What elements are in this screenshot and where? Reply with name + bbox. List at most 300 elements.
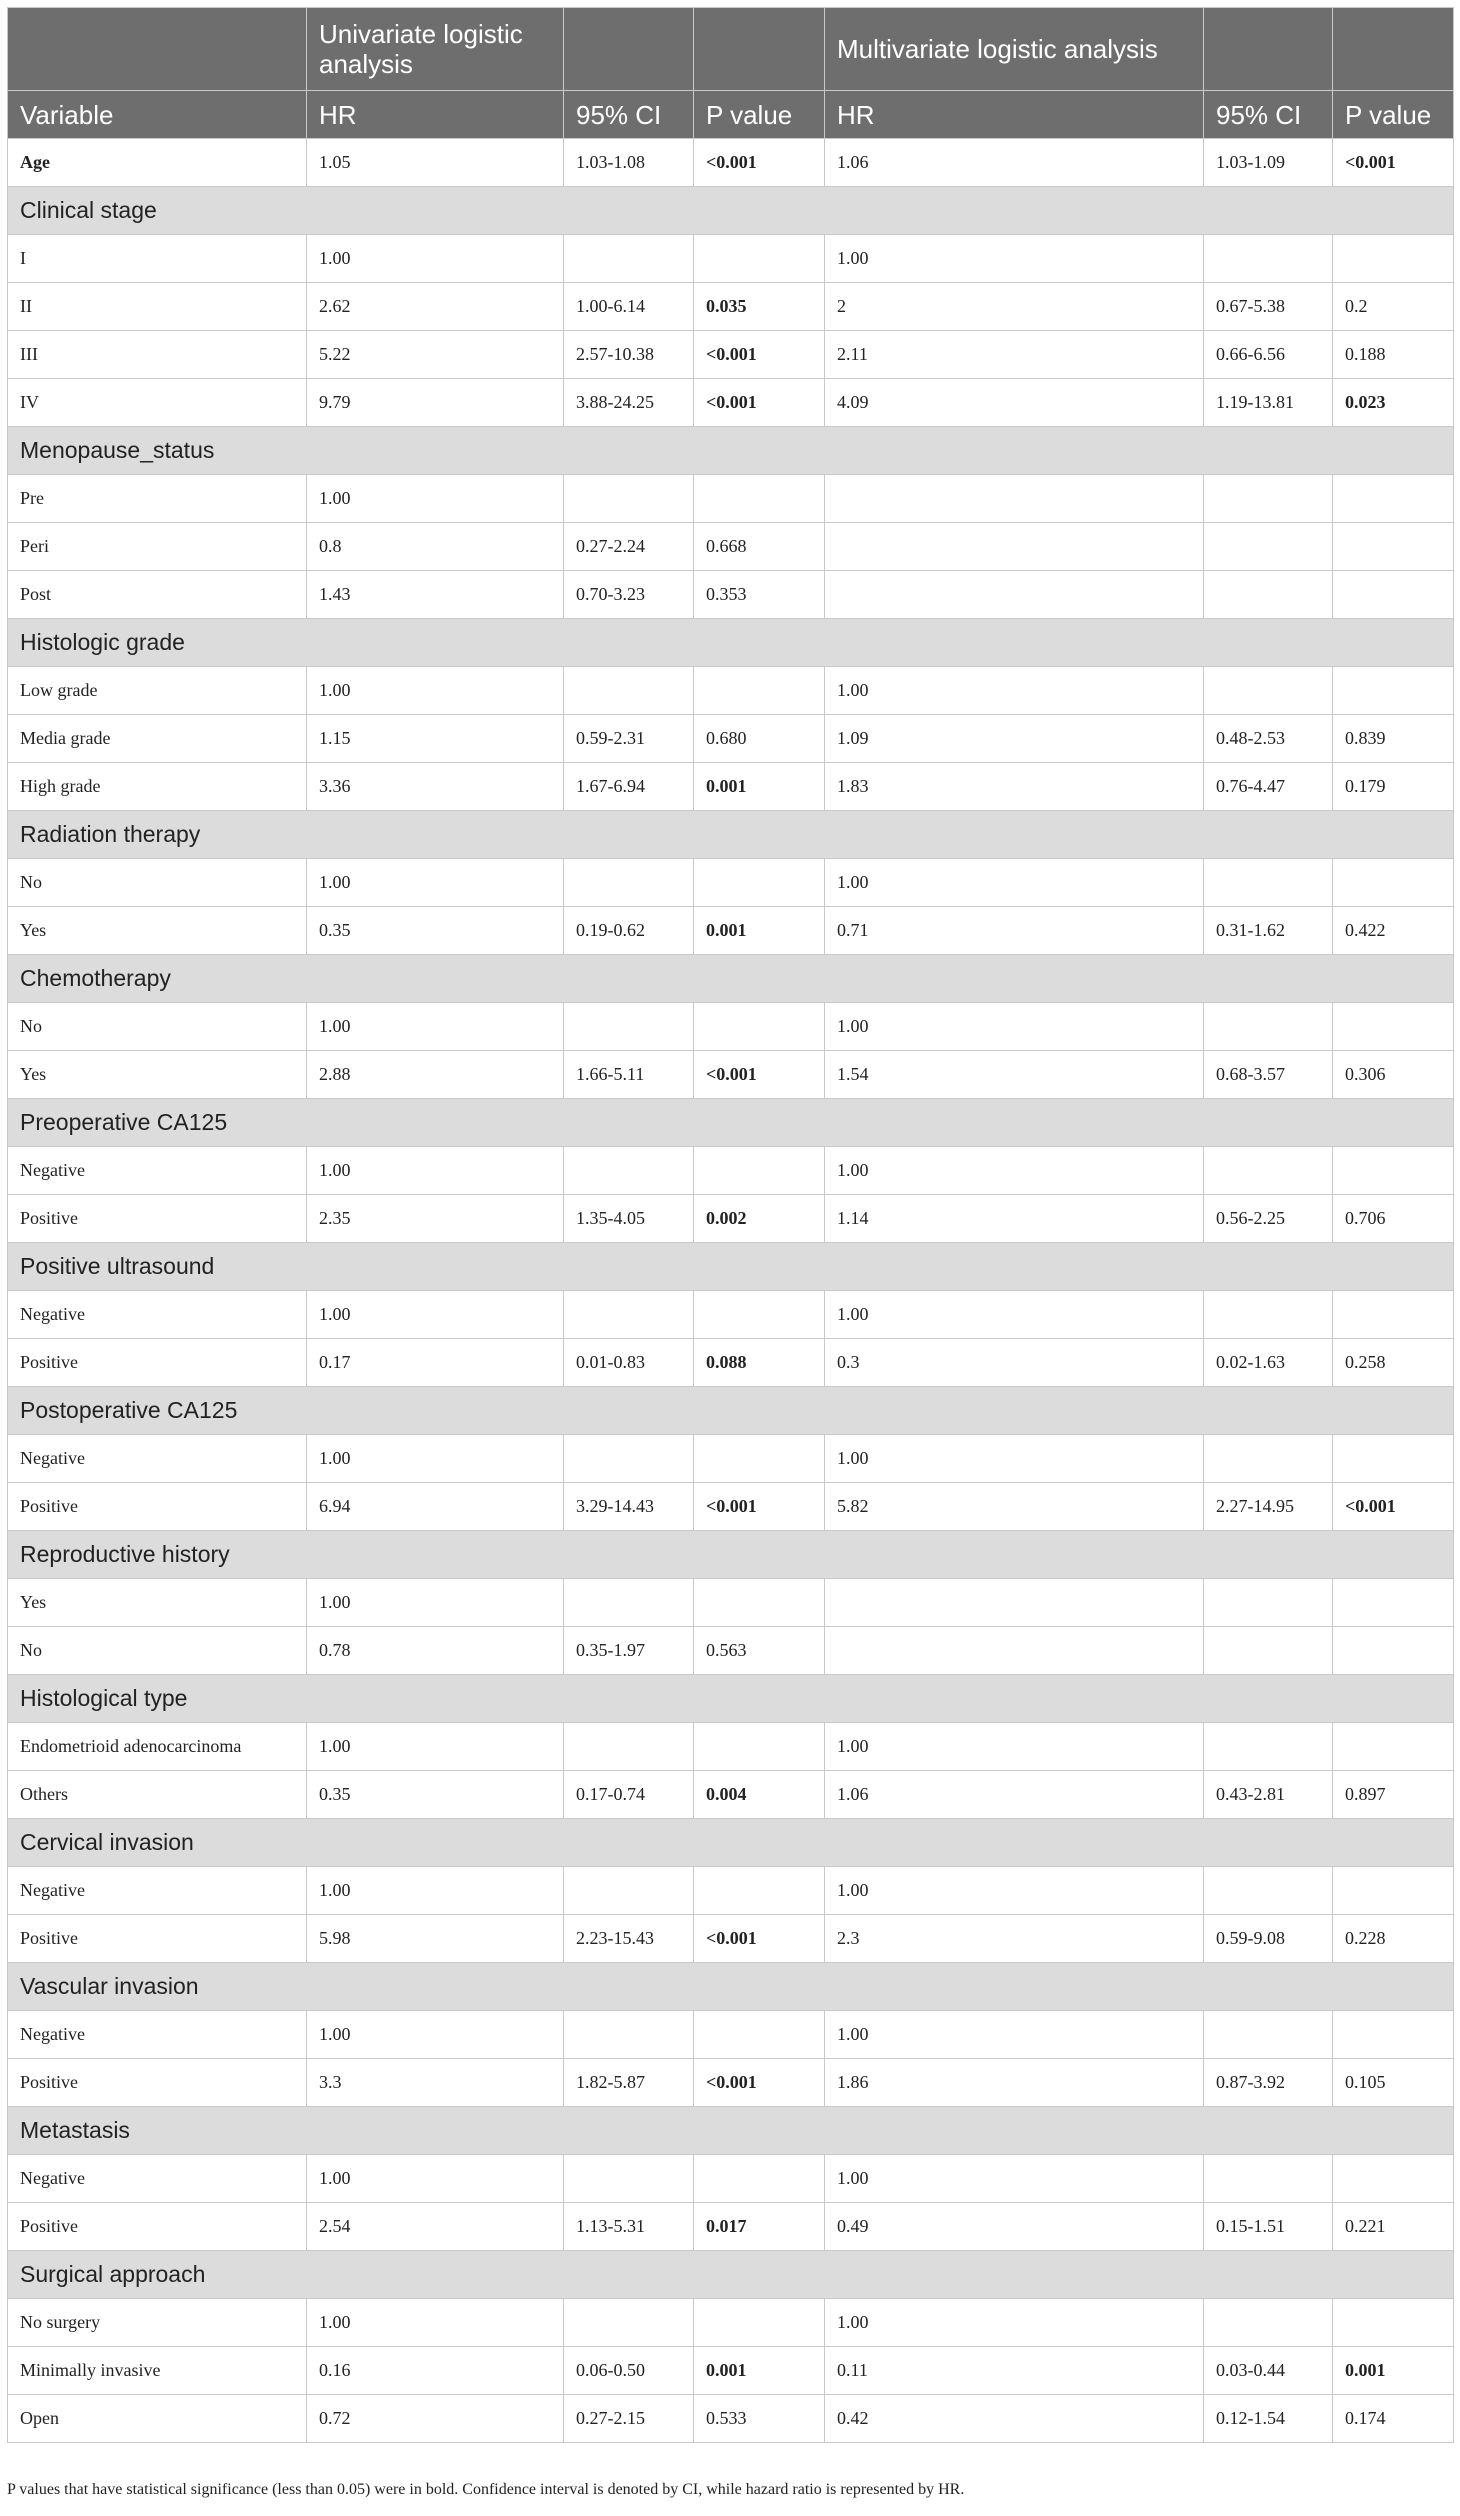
variable-cell: IV [8, 379, 307, 427]
variable-cell: Low grade [8, 667, 307, 715]
uni-ci-cell: 0.27-2.15 [564, 2395, 694, 2443]
multi-hr-cell: 1.14 [825, 1195, 1204, 1243]
table-row [8, 379, 1454, 427]
uni-p-cell: 0.017 [694, 2203, 825, 2251]
multi-p-cell [1333, 235, 1454, 283]
multi-ci-cell: 0.59-9.08 [1204, 1915, 1333, 1963]
uni-p-cell: <0.001 [694, 379, 825, 427]
uni-hr-cell: 1.00 [307, 667, 564, 715]
section-label: Histological type [8, 1675, 1454, 1723]
table-row [8, 2395, 1454, 2443]
variable-cell: Post [8, 571, 307, 619]
table-header [8, 8, 1454, 139]
variable-cell: Positive [8, 1915, 307, 1963]
header-empty-cell [1204, 8, 1333, 91]
table-row [8, 1771, 1454, 1819]
uni-hr-cell: 1.00 [307, 1867, 564, 1915]
table-row [8, 2299, 1454, 2347]
logistic-analysis-table [7, 7, 1454, 2443]
uni-ci-cell: 2.23-15.43 [564, 1915, 694, 1963]
multi-ci-cell: 0.12-1.54 [1204, 2395, 1333, 2443]
multi-hr-cell: 1.00 [825, 1435, 1204, 1483]
multi-p-cell: 0.174 [1333, 2395, 1454, 2443]
section-label: Histologic grade [8, 619, 1454, 667]
header-empty-cell [564, 8, 694, 91]
multi-ci-cell [1204, 235, 1333, 283]
multi-hr-cell: 1.83 [825, 763, 1204, 811]
uni-hr-cell: 1.00 [307, 1147, 564, 1195]
header-column-row [8, 91, 1454, 139]
multi-hr-cell: 1.00 [825, 2155, 1204, 2203]
multi-p-cell: 0.023 [1333, 379, 1454, 427]
multi-ci-cell [1204, 2011, 1333, 2059]
variable-cell: Negative [8, 1291, 307, 1339]
multi-p-cell [1333, 667, 1454, 715]
multi-p-cell: 0.228 [1333, 1915, 1454, 1963]
multi-p-cell: 0.839 [1333, 715, 1454, 763]
multi-p-cell [1333, 1147, 1454, 1195]
uni-p-cell: 0.001 [694, 907, 825, 955]
multi-ci-cell [1204, 1003, 1333, 1051]
table-row [8, 571, 1454, 619]
section-header-row [8, 427, 1454, 475]
section-header-row [8, 2251, 1454, 2299]
uni-ci-cell [564, 1147, 694, 1195]
table-row [8, 1627, 1454, 1675]
table-row [8, 763, 1454, 811]
multi-hr-cell: 1.00 [825, 1003, 1204, 1051]
multi-ci-cell: 0.68-3.57 [1204, 1051, 1333, 1099]
section-label: Menopause_status [8, 427, 1454, 475]
uni-p-cell: 0.680 [694, 715, 825, 763]
multi-hr-cell: 1.54 [825, 1051, 1204, 1099]
multi-ci-cell: 0.48-2.53 [1204, 715, 1333, 763]
multi-hr-cell: 1.00 [825, 235, 1204, 283]
uni-p-cell: 0.563 [694, 1627, 825, 1675]
column-header-multi-hr: HR [825, 91, 1204, 139]
section-label: Clinical stage [8, 187, 1454, 235]
uni-ci-cell [564, 859, 694, 907]
multi-ci-cell [1204, 2155, 1333, 2203]
multi-hr-cell: 1.06 [825, 139, 1204, 187]
table-row [8, 139, 1454, 187]
section-header-row [8, 1531, 1454, 1579]
uni-p-cell: 0.002 [694, 1195, 825, 1243]
variable-cell: Open [8, 2395, 307, 2443]
uni-p-cell [694, 1291, 825, 1339]
uni-hr-cell: 3.36 [307, 763, 564, 811]
uni-p-cell: <0.001 [694, 139, 825, 187]
section-label: Chemotherapy [8, 955, 1454, 1003]
multi-hr-cell: 0.3 [825, 1339, 1204, 1387]
variable-cell: II [8, 283, 307, 331]
multi-p-cell: 0.188 [1333, 331, 1454, 379]
section-label: Positive ultrasound [8, 1243, 1454, 1291]
uni-hr-cell: 1.05 [307, 139, 564, 187]
multi-p-cell [1333, 2155, 1454, 2203]
table-row [8, 235, 1454, 283]
section-label: Reproductive history [8, 1531, 1454, 1579]
multi-p-cell [1333, 2299, 1454, 2347]
multi-p-cell [1333, 571, 1454, 619]
variable-cell: No [8, 1003, 307, 1051]
multi-p-cell [1333, 1579, 1454, 1627]
multi-p-cell: 0.306 [1333, 1051, 1454, 1099]
multi-ci-cell: 0.76-4.47 [1204, 763, 1333, 811]
uni-ci-cell: 1.35-4.05 [564, 1195, 694, 1243]
uni-ci-cell [564, 1291, 694, 1339]
section-label: Postoperative CA125 [8, 1387, 1454, 1435]
variable-cell: Positive [8, 2059, 307, 2107]
multi-hr-cell: 5.82 [825, 1483, 1204, 1531]
multi-p-cell [1333, 1435, 1454, 1483]
uni-ci-cell [564, 2155, 694, 2203]
multi-hr-cell [825, 1579, 1204, 1627]
section-label: Surgical approach [8, 2251, 1454, 2299]
uni-ci-cell: 1.00-6.14 [564, 283, 694, 331]
table-row [8, 859, 1454, 907]
multi-p-cell [1333, 2011, 1454, 2059]
multi-ci-cell [1204, 1291, 1333, 1339]
header-univariate-group: Univariate logistic analysis [307, 8, 564, 91]
multi-ci-cell [1204, 1579, 1333, 1627]
multi-ci-cell: 0.15-1.51 [1204, 2203, 1333, 2251]
uni-hr-cell: 3.3 [307, 2059, 564, 2107]
uni-p-cell [694, 1147, 825, 1195]
variable-cell: Age [8, 139, 307, 187]
uni-ci-cell: 1.82-5.87 [564, 2059, 694, 2107]
uni-ci-cell: 0.17-0.74 [564, 1771, 694, 1819]
multi-ci-cell: 0.02-1.63 [1204, 1339, 1333, 1387]
multi-hr-cell: 1.00 [825, 859, 1204, 907]
column-header-uni-ci: 95% CI [564, 91, 694, 139]
uni-ci-cell: 0.06-0.50 [564, 2347, 694, 2395]
multi-ci-cell: 2.27-14.95 [1204, 1483, 1333, 1531]
header-empty-cell [694, 8, 825, 91]
table-row [8, 1003, 1454, 1051]
uni-hr-cell: 0.16 [307, 2347, 564, 2395]
table-row [8, 1723, 1454, 1771]
variable-cell: No [8, 859, 307, 907]
uni-hr-cell: 1.00 [307, 1579, 564, 1627]
uni-ci-cell: 0.35-1.97 [564, 1627, 694, 1675]
multi-ci-cell [1204, 1435, 1333, 1483]
table-row [8, 2011, 1454, 2059]
multi-p-cell: 0.258 [1333, 1339, 1454, 1387]
multi-ci-cell: 1.19-13.81 [1204, 379, 1333, 427]
multi-hr-cell: 0.42 [825, 2395, 1204, 2443]
table-row [8, 1915, 1454, 1963]
multi-ci-cell: 0.03-0.44 [1204, 2347, 1333, 2395]
variable-cell: Negative [8, 2155, 307, 2203]
multi-ci-cell [1204, 475, 1333, 523]
multi-ci-cell: 0.43-2.81 [1204, 1771, 1333, 1819]
multi-ci-cell: 1.03-1.09 [1204, 139, 1333, 187]
column-header-uni-p: P value [694, 91, 825, 139]
multi-ci-cell: 0.87-3.92 [1204, 2059, 1333, 2107]
section-header-row [8, 955, 1454, 1003]
uni-ci-cell: 0.01-0.83 [564, 1339, 694, 1387]
uni-hr-cell: 1.00 [307, 1003, 564, 1051]
uni-p-cell: 0.668 [694, 523, 825, 571]
header-empty-cell [8, 8, 307, 91]
multi-p-cell [1333, 1291, 1454, 1339]
uni-p-cell [694, 1003, 825, 1051]
multi-p-cell [1333, 475, 1454, 523]
variable-cell: Yes [8, 907, 307, 955]
uni-p-cell [694, 1867, 825, 1915]
table-body [8, 139, 1454, 2443]
section-header-row [8, 1099, 1454, 1147]
uni-hr-cell: 2.62 [307, 283, 564, 331]
multi-hr-cell: 1.00 [825, 1147, 1204, 1195]
variable-cell: Peri [8, 523, 307, 571]
section-header-row [8, 1675, 1454, 1723]
column-header-multi-ci: 95% CI [1204, 91, 1333, 139]
uni-ci-cell [564, 1435, 694, 1483]
table-row [8, 1435, 1454, 1483]
uni-p-cell: <0.001 [694, 331, 825, 379]
uni-ci-cell: 0.59-2.31 [564, 715, 694, 763]
variable-cell: Others [8, 1771, 307, 1819]
section-header-row [8, 1819, 1454, 1867]
uni-ci-cell: 3.88-24.25 [564, 379, 694, 427]
uni-hr-cell: 1.00 [307, 2011, 564, 2059]
uni-ci-cell: 3.29-14.43 [564, 1483, 694, 1531]
table-row [8, 1195, 1454, 1243]
table-row [8, 2155, 1454, 2203]
multi-hr-cell: 1.00 [825, 1723, 1204, 1771]
uni-ci-cell [564, 1003, 694, 1051]
multi-p-cell: 0.221 [1333, 2203, 1454, 2251]
multi-hr-cell: 0.11 [825, 2347, 1204, 2395]
uni-ci-cell [564, 235, 694, 283]
multi-p-cell [1333, 1867, 1454, 1915]
table-row [8, 1147, 1454, 1195]
variable-cell: Positive [8, 1483, 307, 1531]
multi-p-cell [1333, 1003, 1454, 1051]
uni-hr-cell: 2.88 [307, 1051, 564, 1099]
multi-ci-cell: 0.66-6.56 [1204, 331, 1333, 379]
multi-ci-cell: 0.67-5.38 [1204, 283, 1333, 331]
multi-ci-cell [1204, 667, 1333, 715]
multi-hr-cell [825, 1627, 1204, 1675]
table-row [8, 475, 1454, 523]
multi-ci-cell [1204, 1723, 1333, 1771]
table-row [8, 1339, 1454, 1387]
uni-p-cell: 0.088 [694, 1339, 825, 1387]
uni-p-cell [694, 475, 825, 523]
uni-p-cell [694, 2155, 825, 2203]
multi-hr-cell [825, 475, 1204, 523]
section-label: Cervical invasion [8, 1819, 1454, 1867]
table-row [8, 1291, 1454, 1339]
multi-ci-cell [1204, 1147, 1333, 1195]
variable-cell: Yes [8, 1051, 307, 1099]
column-header-variable: Variable [8, 91, 307, 139]
multi-p-cell: 0.105 [1333, 2059, 1454, 2107]
uni-ci-cell [564, 2299, 694, 2347]
multi-hr-cell: 1.00 [825, 667, 1204, 715]
variable-cell: Media grade [8, 715, 307, 763]
uni-hr-cell: 0.17 [307, 1339, 564, 1387]
table-row [8, 2059, 1454, 2107]
uni-ci-cell: 1.66-5.11 [564, 1051, 694, 1099]
multi-ci-cell [1204, 2299, 1333, 2347]
uni-hr-cell: 0.72 [307, 2395, 564, 2443]
uni-ci-cell: 0.27-2.24 [564, 523, 694, 571]
section-label: Metastasis [8, 2107, 1454, 2155]
table-row [8, 1051, 1454, 1099]
uni-ci-cell [564, 2011, 694, 2059]
table-row [8, 283, 1454, 331]
table-footnote: P values that have statistical significance (less than 0.05) were in bold. Confidence interval is denoted by CI, while hazard ratio is represented by HR. [7, 2481, 965, 2498]
uni-ci-cell [564, 1867, 694, 1915]
section-header-row [8, 811, 1454, 859]
table-row [8, 331, 1454, 379]
uni-hr-cell: 0.78 [307, 1627, 564, 1675]
uni-ci-cell: 1.67-6.94 [564, 763, 694, 811]
multi-hr-cell: 4.09 [825, 379, 1204, 427]
multi-p-cell: 0.706 [1333, 1195, 1454, 1243]
multi-ci-cell: 0.56-2.25 [1204, 1195, 1333, 1243]
variable-cell: Pre [8, 475, 307, 523]
multi-hr-cell: 1.00 [825, 1291, 1204, 1339]
uni-p-cell [694, 1435, 825, 1483]
section-header-row [8, 1243, 1454, 1291]
variable-cell: I [8, 235, 307, 283]
section-label: Radiation therapy [8, 811, 1454, 859]
table-row [8, 2203, 1454, 2251]
uni-hr-cell: 5.22 [307, 331, 564, 379]
uni-ci-cell [564, 667, 694, 715]
multi-p-cell [1333, 1627, 1454, 1675]
variable-cell: Positive [8, 2203, 307, 2251]
multi-ci-cell [1204, 1627, 1333, 1675]
table-row [8, 907, 1454, 955]
uni-ci-cell [564, 1579, 694, 1627]
multi-hr-cell: 1.06 [825, 1771, 1204, 1819]
uni-p-cell [694, 2299, 825, 2347]
section-header-row [8, 1963, 1454, 2011]
table-row [8, 2347, 1454, 2395]
uni-ci-cell: 1.13-5.31 [564, 2203, 694, 2251]
uni-ci-cell [564, 475, 694, 523]
uni-hr-cell: 1.00 [307, 2299, 564, 2347]
variable-cell: Yes [8, 1579, 307, 1627]
results-table-container [7, 7, 1453, 2443]
uni-p-cell: 0.353 [694, 571, 825, 619]
uni-ci-cell: 0.19-0.62 [564, 907, 694, 955]
variable-cell: Minimally invasive [8, 2347, 307, 2395]
uni-p-cell: 0.001 [694, 763, 825, 811]
uni-p-cell [694, 1579, 825, 1627]
variable-cell: Negative [8, 1147, 307, 1195]
multi-p-cell: 0.897 [1333, 1771, 1454, 1819]
multi-hr-cell: 2.3 [825, 1915, 1204, 1963]
column-header-multi-p: P value [1333, 91, 1454, 139]
uni-hr-cell: 5.98 [307, 1915, 564, 1963]
uni-p-cell: 0.004 [694, 1771, 825, 1819]
table-row [8, 667, 1454, 715]
uni-hr-cell: 0.35 [307, 907, 564, 955]
multi-hr-cell: 2.11 [825, 331, 1204, 379]
uni-hr-cell: 1.00 [307, 1723, 564, 1771]
variable-cell: III [8, 331, 307, 379]
multi-ci-cell [1204, 1867, 1333, 1915]
uni-hr-cell: 1.00 [307, 859, 564, 907]
multi-hr-cell: 1.00 [825, 1867, 1204, 1915]
section-label: Vascular invasion [8, 1963, 1454, 2011]
variable-cell: Negative [8, 1435, 307, 1483]
multi-p-cell: 0.179 [1333, 763, 1454, 811]
variable-cell: Positive [8, 1195, 307, 1243]
uni-hr-cell: 6.94 [307, 1483, 564, 1531]
uni-p-cell: <0.001 [694, 1051, 825, 1099]
uni-p-cell: <0.001 [694, 2059, 825, 2107]
variable-cell: No surgery [8, 2299, 307, 2347]
multi-ci-cell: 0.31-1.62 [1204, 907, 1333, 955]
variable-cell: Negative [8, 1867, 307, 1915]
section-header-row [8, 187, 1454, 235]
uni-p-cell: <0.001 [694, 1915, 825, 1963]
column-header-uni-hr: HR [307, 91, 564, 139]
section-header-row [8, 2107, 1454, 2155]
uni-p-cell [694, 859, 825, 907]
multi-hr-cell: 1.86 [825, 2059, 1204, 2107]
multi-ci-cell [1204, 523, 1333, 571]
uni-hr-cell: 1.00 [307, 475, 564, 523]
uni-p-cell [694, 2011, 825, 2059]
uni-ci-cell: 0.70-3.23 [564, 571, 694, 619]
multi-hr-cell: 1.09 [825, 715, 1204, 763]
header-group-row [8, 8, 1454, 91]
uni-hr-cell: 9.79 [307, 379, 564, 427]
table-row [8, 1579, 1454, 1627]
multi-hr-cell [825, 571, 1204, 619]
table-row [8, 523, 1454, 571]
multi-hr-cell: 2 [825, 283, 1204, 331]
uni-p-cell [694, 235, 825, 283]
variable-cell: No [8, 1627, 307, 1675]
uni-hr-cell: 1.43 [307, 571, 564, 619]
uni-hr-cell: 0.8 [307, 523, 564, 571]
multi-p-cell: 0.422 [1333, 907, 1454, 955]
multi-hr-cell: 1.00 [825, 2299, 1204, 2347]
multi-hr-cell: 0.71 [825, 907, 1204, 955]
uni-p-cell: 0.533 [694, 2395, 825, 2443]
multi-p-cell [1333, 1723, 1454, 1771]
uni-hr-cell: 2.54 [307, 2203, 564, 2251]
uni-hr-cell: 1.00 [307, 1435, 564, 1483]
variable-cell: High grade [8, 763, 307, 811]
variable-cell: Negative [8, 2011, 307, 2059]
uni-p-cell: 0.035 [694, 283, 825, 331]
uni-hr-cell: 1.00 [307, 1291, 564, 1339]
multi-ci-cell [1204, 571, 1333, 619]
multi-ci-cell [1204, 859, 1333, 907]
uni-ci-cell: 1.03-1.08 [564, 139, 694, 187]
section-label: Preoperative CA125 [8, 1099, 1454, 1147]
uni-p-cell: 0.001 [694, 2347, 825, 2395]
uni-ci-cell [564, 1723, 694, 1771]
uni-hr-cell: 1.15 [307, 715, 564, 763]
multi-p-cell: 0.001 [1333, 2347, 1454, 2395]
uni-hr-cell: 2.35 [307, 1195, 564, 1243]
uni-p-cell: <0.001 [694, 1483, 825, 1531]
multi-p-cell: <0.001 [1333, 139, 1454, 187]
header-empty-cell [1333, 8, 1454, 91]
